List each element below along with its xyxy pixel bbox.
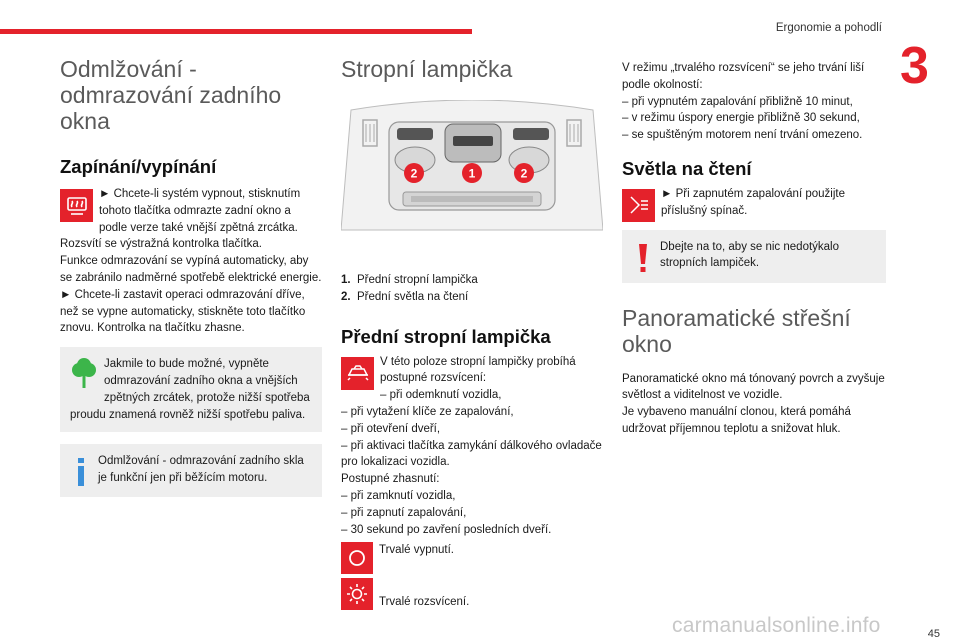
lamp-on-icon [341, 578, 373, 610]
rear-defrost-icon [60, 189, 93, 222]
eco-note: Jakmile to bude možné, vypněte odmrazování zadního okna a vnějších zpětných zrcátek, protože nižší spotřeba proudu znamená rovněž nižší spotřebu paliva. [60, 347, 322, 432]
header-accent-bar [0, 29, 472, 34]
diagram-legend [341, 272, 603, 306]
paragraph-switch-on: ► Chcete-li systém vypnout, stisknutím tohoto tlačítka odmrazte zadní okno a podle verze také vnější zpětná zrcátka. Rozsvítí se výstražná kontrolka tlačítka. [60, 188, 301, 251]
permanent-mode-intro: V režimu „trvalého rozsvícení“ se jeho trvání liší podle okolností: [622, 62, 865, 91]
paragraph-roof-1: Panoramatické okno má tónovaný povrch a zvyšuje světlost a viditelnost ve vozidle. [622, 372, 885, 402]
paragraph-roof-2: Je vybaveno manuální clonou, která pomáhá udržovat příjemnou teplotu a snižovat hluk. [622, 406, 851, 435]
list-item: – při zapnutí zapalování, [341, 506, 467, 519]
door-lamp-icon [341, 357, 374, 390]
subsection-title-switching: Zapínání/vypínání [60, 156, 217, 177]
section-title-panoramic-roof: Panoramatické střešní okno [622, 304, 851, 357]
page-number: 45 [927, 628, 940, 640]
paragraph-reading-lights: ► Při zapnutém zapalování použijte příslušný spínač. [622, 186, 886, 220]
paragraph-auto-off: Funkce odmrazování se vypíná automaticky, aby se zabránilo nadměrné spotřebě elektrické energie. [60, 255, 322, 284]
paragraph-stop-early: ► Chcete-li zastavit operaci odmrazování dříve, než se vypne automaticky, stiskněte toto tlačítko znovu. Kontrolka na tlačítku zhasne. [60, 288, 306, 335]
list-item: – při aktivaci tlačítka zamykání dálkového ovladače pro lokalizaci vozidla. [341, 439, 602, 469]
eco-tree-icon [70, 358, 98, 390]
info-icon [70, 456, 92, 488]
reading-light-icon [622, 189, 655, 222]
column-reading-roof [622, 60, 886, 438]
on-list [341, 387, 603, 471]
off-heading: Postupné zhasnutí: [341, 473, 440, 486]
mode-on-row: Trvalé rozsvícení. [341, 578, 603, 611]
list-item: – při vytažení klíče ze zapalování, [341, 405, 514, 418]
info-note: Odmlžování - odmrazování zadního skla je funkční jen při běžícím motoru. [60, 444, 322, 497]
paragraph-door-mode: V této poloze stropní lampičky probíhá postupné rozsvícení: [341, 354, 603, 388]
legend-item: 1. Přední stropní lampička [341, 274, 478, 286]
diagram-callout-1: 1 [468, 166, 476, 181]
list-item: – při vypnutém zapalování přibližně 10 minut, [622, 95, 853, 108]
legend-item: 2. Přední světla na čtení [341, 290, 469, 303]
section-title-reading-lights: Světla na čtení [622, 157, 752, 179]
list-item: – při odemknutí vozidla, [380, 389, 502, 402]
column-ceiling-lamp [341, 56, 603, 611]
section-title-ceiling-lamp: Stropní lampička [341, 56, 513, 82]
section-title-rear-demist: Odmlžování - odmrazování zadního okna [60, 56, 282, 134]
watermark: carmanualsonline.info [672, 614, 881, 637]
diagram-callout-2-left: 2 [410, 166, 418, 181]
warning-exclamation-icon [632, 242, 654, 274]
off-list [341, 488, 603, 538]
warning-note: Dbejte na to, aby se nic nedotýkalo stropních lampiček. [622, 230, 886, 283]
list-item: – při otevření dveří, [341, 422, 441, 435]
permanent-mode-list [622, 94, 886, 144]
chapter-number: 3 [900, 37, 929, 95]
list-item: – při zamknutí vozidla, [341, 489, 456, 502]
diagram-callout-2-right: 2 [520, 166, 528, 181]
column-rear-demist [60, 56, 322, 497]
mode-off-row: Trvalé vypnutí. [341, 542, 603, 574]
list-item: – 30 sekund po zavření posledních dveří. [341, 523, 552, 536]
lamp-off-icon [341, 542, 373, 574]
list-item: – v režimu úspory energie přibližně 30 sekund, [622, 112, 860, 125]
list-item: – se spuštěným motorem není trvání omezeno. [622, 129, 863, 142]
ceiling-lamp-diagram [341, 100, 603, 250]
section-header: Ergonomie a pohodlí [775, 22, 882, 34]
subsection-title-front-lamp: Přední stropní lampička [341, 325, 551, 347]
